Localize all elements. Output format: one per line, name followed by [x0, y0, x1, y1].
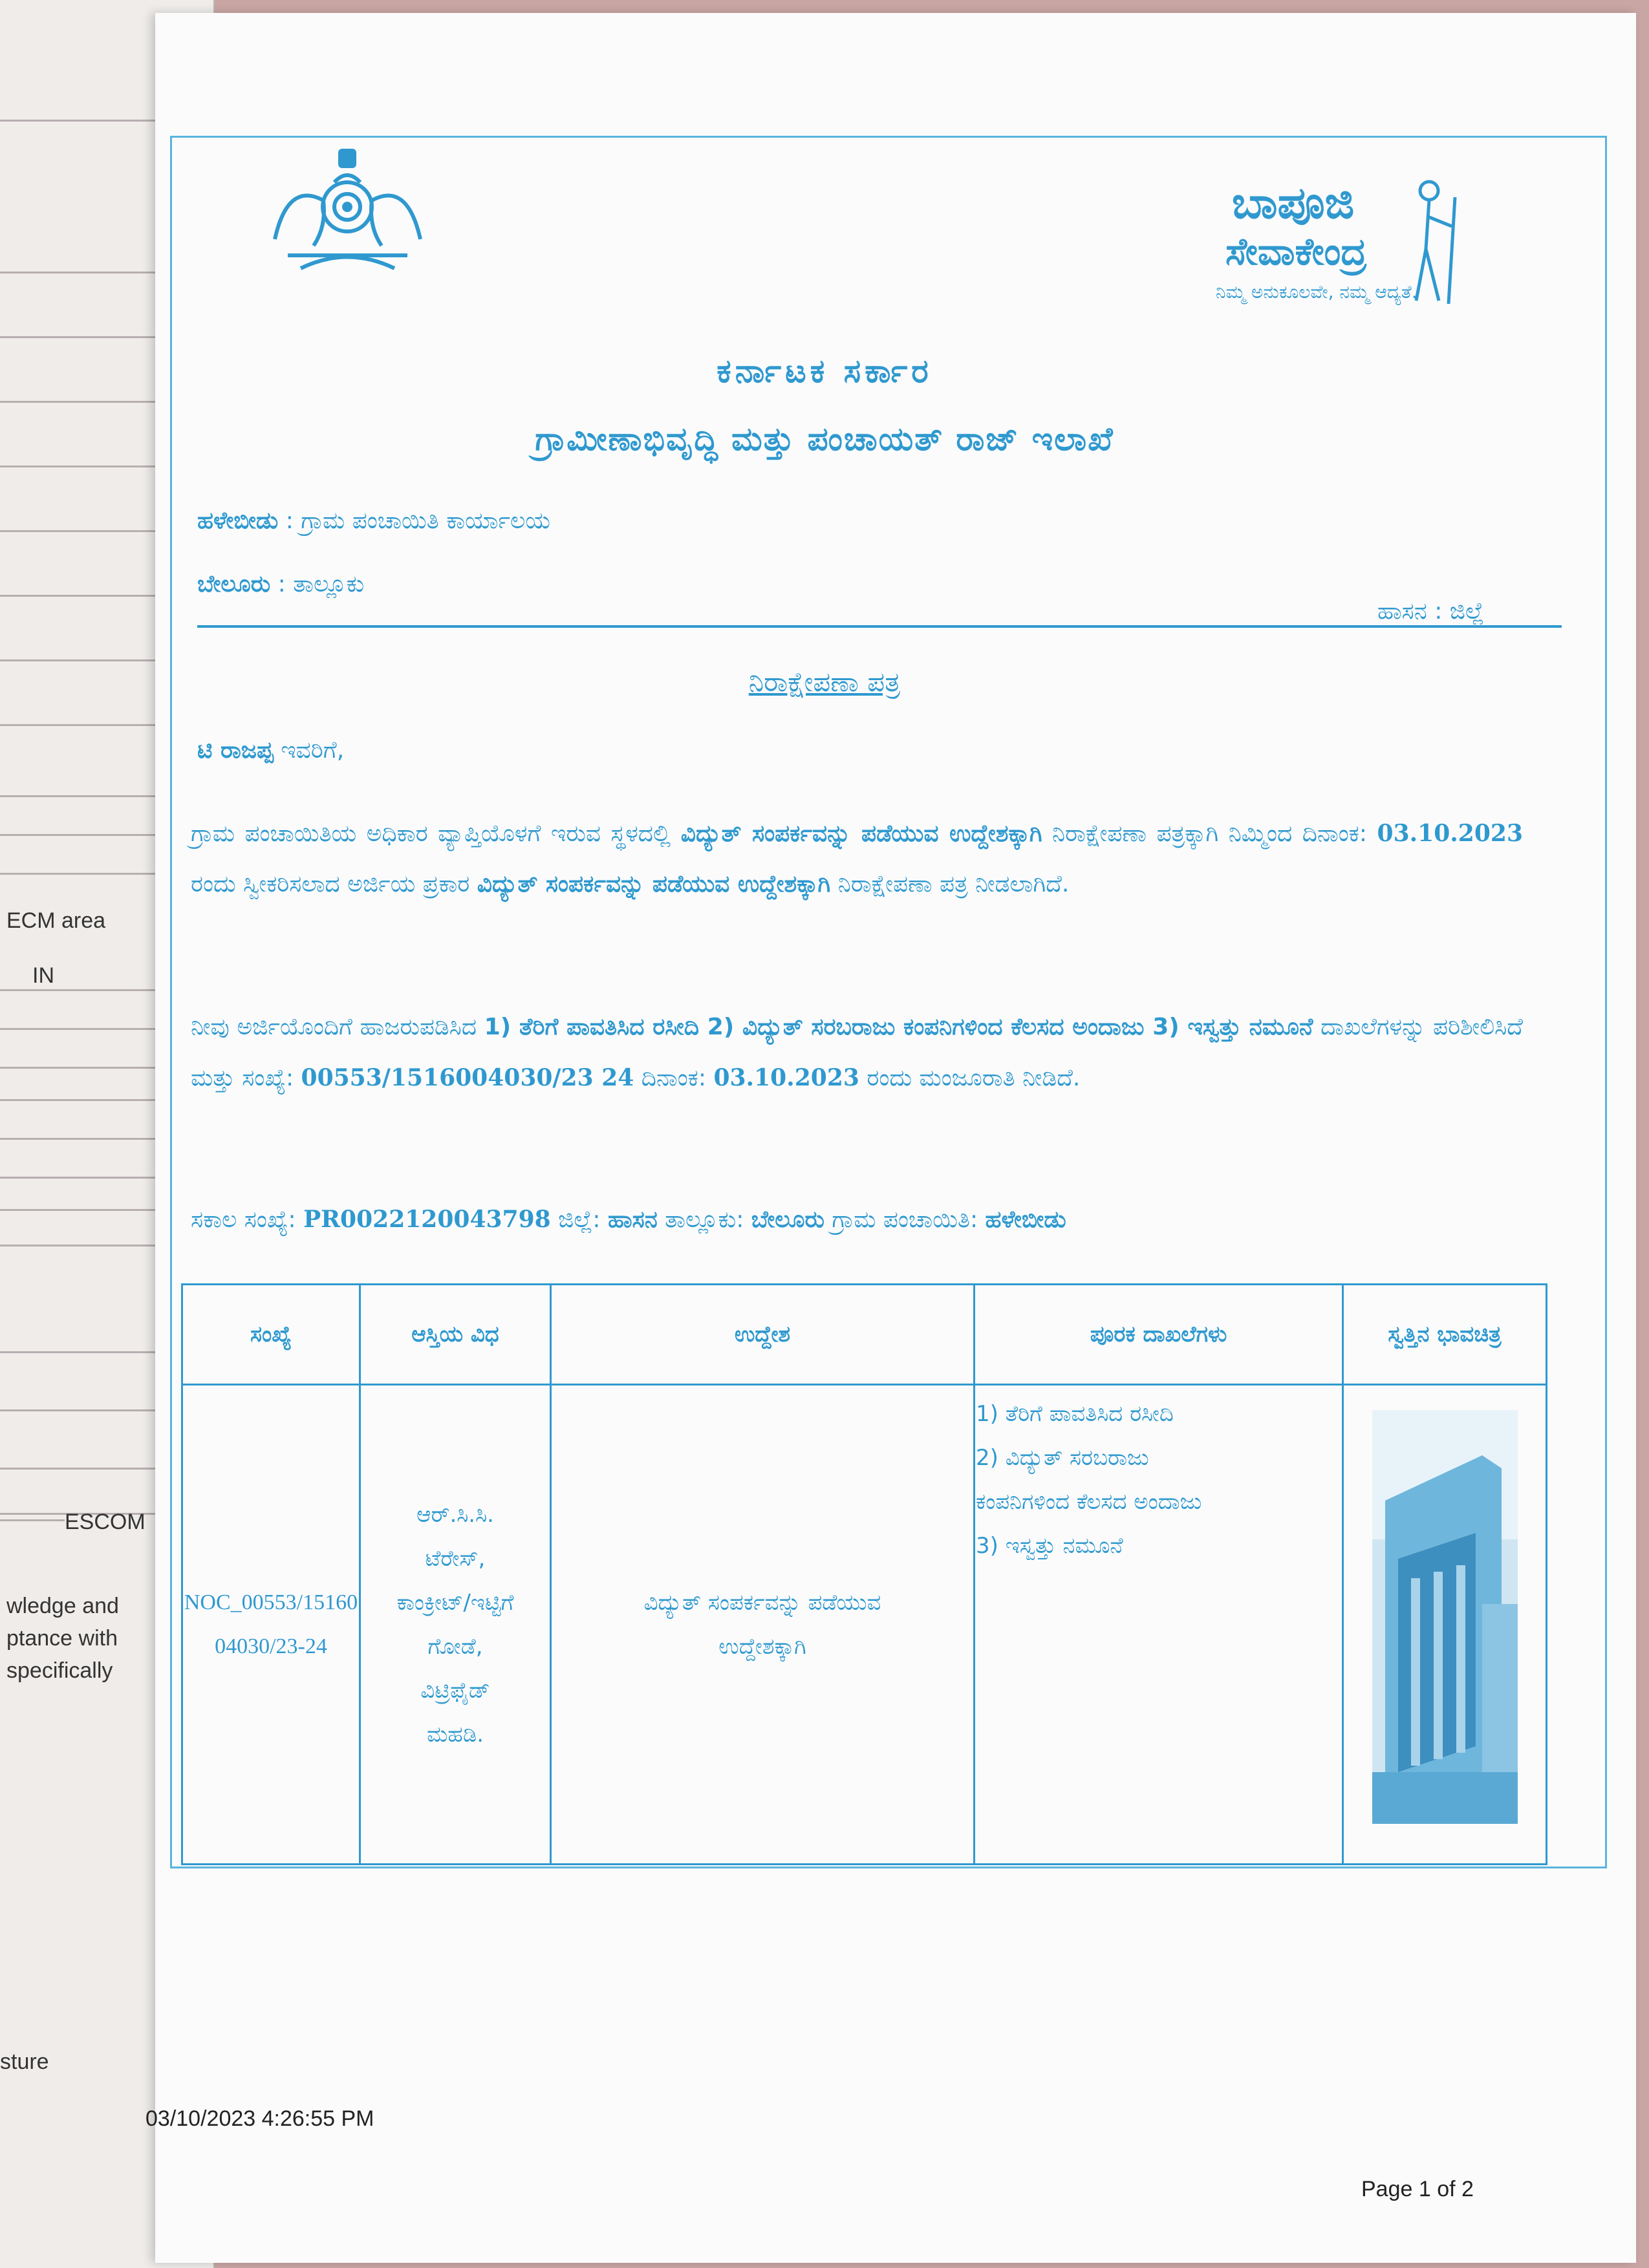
left-fragment: ECM area	[6, 908, 106, 933]
column-header: ಸಂಖ್ಯೆ	[182, 1285, 360, 1385]
para1-text: ನಿರಾಕ್ಷೇಪಣಾ ಪತ್ರ ನೀಡಲಾಗಿದೆ.	[830, 871, 1070, 897]
para1-bold: ವಿದ್ಯುತ್ ಸಂಪರ್ಕವನ್ನು ಪಡೆಯುವ ಉದ್ದೇಶಕ್ಕಾಗಿ	[680, 820, 1042, 847]
paragraph-2	[191, 1002, 1523, 1104]
table-row	[182, 1385, 1547, 1865]
district-label: ಜಿಲ್ಲೆ:	[550, 1206, 608, 1233]
para1-text: ರಂದು ಸ್ವೀಕರಿಸಲಾದ ಅರ್ಜಿಯ ಪ್ರಕಾರ	[191, 871, 477, 897]
gandhi-figure-icon	[1403, 178, 1465, 307]
addressee-suffix: ಇವರಿಗೆ,	[273, 737, 345, 764]
taluk-line	[197, 571, 364, 598]
para1-text: ಗ್ರಾಮ ಪಂಚಾಯಿತಿಯ ಅಧಿಕಾರ ವ್ಯಾಪ್ತಿಯೊಳಗೆ ಇರುವ ಸ್ಥಳದಲ್ಲಿ	[191, 820, 681, 847]
government-title: ಕರ್ನಾಟಕ ಸರ್ಕಾರ	[717, 352, 932, 390]
district-line: ಹಾಸನ : ಜಿಲ್ಲೆ	[1377, 598, 1485, 625]
para2-bold: 1) ತೆರಿಗೆ ಪಾವತಿಸಿದ ರಸೀದಿ 2) ವಿದ್ಯುತ್ ಸರಬರಾಜು ಕಂಪನಿಗಳಿಂದ ಕೆಲಸದ ಅಂದಾಜು 3) ಇಸ್ವತ್ತು ನಮೂನೆ	[484, 1014, 1313, 1040]
sakala-label: ಸಕಾಲ ಸಂಖ್ಯೆ:	[191, 1206, 304, 1233]
column-header: ಸ್ವತ್ತಿನ ಭಾವಚಿತ್ರ	[1343, 1285, 1547, 1385]
footer-timestamp: 03/10/2023 4:26:55 PM	[146, 2106, 374, 2131]
left-fragment: specifically	[6, 1658, 113, 1683]
para1-bold: ವಿದ್ಯುತ್ ಸಂಪರ್ಕವನ್ನು ಪಡೆಯುವ ಉದ್ದೇಶಕ್ಕಾಗಿ	[477, 871, 831, 897]
left-fragment: ptance with	[6, 1626, 118, 1651]
property-line: ಆರ್.ಸಿ.ಸಿ.	[416, 1501, 494, 1528]
sakala-number: PR0022120043798	[303, 1206, 551, 1233]
left-fragment: ESCOM	[65, 1510, 146, 1534]
property-line: ಗೋಡೆ,	[427, 1633, 483, 1660]
noc-table	[181, 1283, 1547, 1865]
panchayat-label: : ಗ್ರಾಮ ಪಂಚಾಯಿತಿ ಕಾರ್ಯಾಲಯ	[278, 508, 550, 534]
department-title: ಗ್ರಾಮೀಣಾಭಿವೃದ್ಧಿ ಮತ್ತು ಪಂಚಾಯತ್ ರಾಜ್ ಇಲಾಖೆ	[535, 420, 1114, 458]
property-line: ಕಾಂಕ್ರೀಟ್/ಇಟ್ಟಿಗೆ	[396, 1589, 514, 1616]
logo-line1: ಬಾಪೂಜಿ	[1232, 178, 1355, 229]
district-value: ಹಾಸನ	[607, 1206, 658, 1233]
noc-subtitle: ನಿರಾಕ್ಷೇಪಣಾ ಪತ್ರ	[748, 666, 901, 698]
property-photo-cell	[1343, 1385, 1547, 1865]
logo-tagline: ನಿಮ್ಮ ಅನುಕೂಲವೇ, ನಮ್ಮ ಆದ್ಯತೆ.	[1216, 281, 1417, 303]
para2-text: ದಿನಾಂಕ:	[634, 1065, 714, 1091]
paragraph-1	[191, 808, 1523, 910]
column-header: ಪೂರಕ ದಾಖಲೆಗಳು	[975, 1285, 1343, 1385]
column-header: ಉದ್ದೇಶ	[551, 1285, 975, 1385]
column-header: ಆಸ್ತಿಯ ವಿಧ	[360, 1285, 551, 1385]
para2-text: ನೀವು ಅರ್ಜಿಯೊಂದಿಗೆ ಹಾಜರುಪಡಿಸಿದ	[191, 1014, 484, 1040]
left-fragment: sture	[0, 2049, 49, 2074]
sanction-date: 03.10.2023	[713, 1064, 859, 1091]
document-item: ಕಂಪನಿಗಳಿಂದ ಕೆಲಸದ ಅಂದಾಜು	[976, 1489, 1202, 1515]
left-fragment: wledge and	[6, 1594, 119, 1618]
purpose-cell	[551, 1385, 975, 1865]
property-photo-image	[1372, 1410, 1518, 1824]
taluk-label: ತಾಲ್ಲೂಕು:	[657, 1206, 751, 1233]
document-item: 1) ತೆರಿಗೆ ಪಾವತಿಸಿದ ರಸೀದಿ	[976, 1401, 1174, 1427]
sakala-line	[191, 1206, 1066, 1234]
gp-label: ಗ್ರಾಮ ಪಂಚಾಯಿತಿ:	[824, 1206, 986, 1233]
panchayat-name: ಹಳೇಬೀಡು	[197, 508, 279, 534]
purpose-line: ಉದ್ದೇಶಕ್ಕಾಗಿ	[718, 1633, 806, 1660]
property-line: ಟೆರೇಸ್,	[425, 1545, 486, 1572]
purpose-line: ವಿದ್ಯುತ್ ಸಂಪರ್ಕವನ್ನು ಪಡೆಯುವ	[643, 1589, 881, 1616]
taluk-label: : ತಾಲ್ಲೂಕು	[270, 571, 365, 597]
para2-text: ದಾಖಲೆಗಳನ್ನು ಪರಿಶೀಲಿಸಿದೆ ಮತ್ತು ಸಂಖ್ಯೆ:	[191, 1014, 1523, 1091]
taluk-value: ಬೇಲೂರು	[751, 1206, 824, 1233]
karnataka-emblem-icon	[262, 142, 433, 278]
taluk-name: ಬೇಲೂರು	[197, 571, 271, 597]
application-date: 03.10.2023	[1377, 820, 1523, 847]
property-line: ವಿಟ್ರಿಫೈಡ್	[420, 1677, 490, 1704]
property-type-cell	[360, 1385, 551, 1865]
property-line: ಮಹಡಿ.	[426, 1721, 484, 1748]
bleed-through	[1086, 776, 1093, 803]
logo-line2: ಸೇವಾಕೇಂದ್ರ	[1225, 230, 1367, 273]
page-indicator: Page 1 of 2	[1361, 2177, 1474, 2201]
left-fragment: IN	[32, 963, 54, 988]
sanction-number: 00553/1516004030/23 24	[301, 1064, 634, 1091]
document-item: 2) ವಿದ್ಯುತ್ ಸರಬರಾಜು	[976, 1445, 1149, 1471]
gp-value: ಹಳೇಬೀಡು	[985, 1206, 1066, 1233]
addressee-line	[197, 737, 344, 764]
header-divider	[197, 625, 1562, 628]
para1-text: ನಿರಾಕ್ಷೇಪಣಾ ಪತ್ರಕ್ಕಾಗಿ ನಿಮ್ಮಿಂದ ದಿನಾಂಕ:	[1042, 820, 1377, 847]
noc-number: NOC_00553/1516004030/23-24	[182, 1385, 360, 1865]
table-header-row	[182, 1285, 1547, 1385]
panchayat-office-line	[197, 508, 550, 535]
para2-text: ರಂದು ಮಂಜೂರಾತಿ ನೀಡಿದೆ.	[859, 1065, 1081, 1091]
documents-cell	[975, 1385, 1343, 1865]
document-item: 3) ಇಸ್ವತ್ತು ನಮೂನೆ	[976, 1533, 1123, 1559]
addressee-name: ಟಿ ರಾಜಪ್ಪ	[197, 737, 274, 764]
